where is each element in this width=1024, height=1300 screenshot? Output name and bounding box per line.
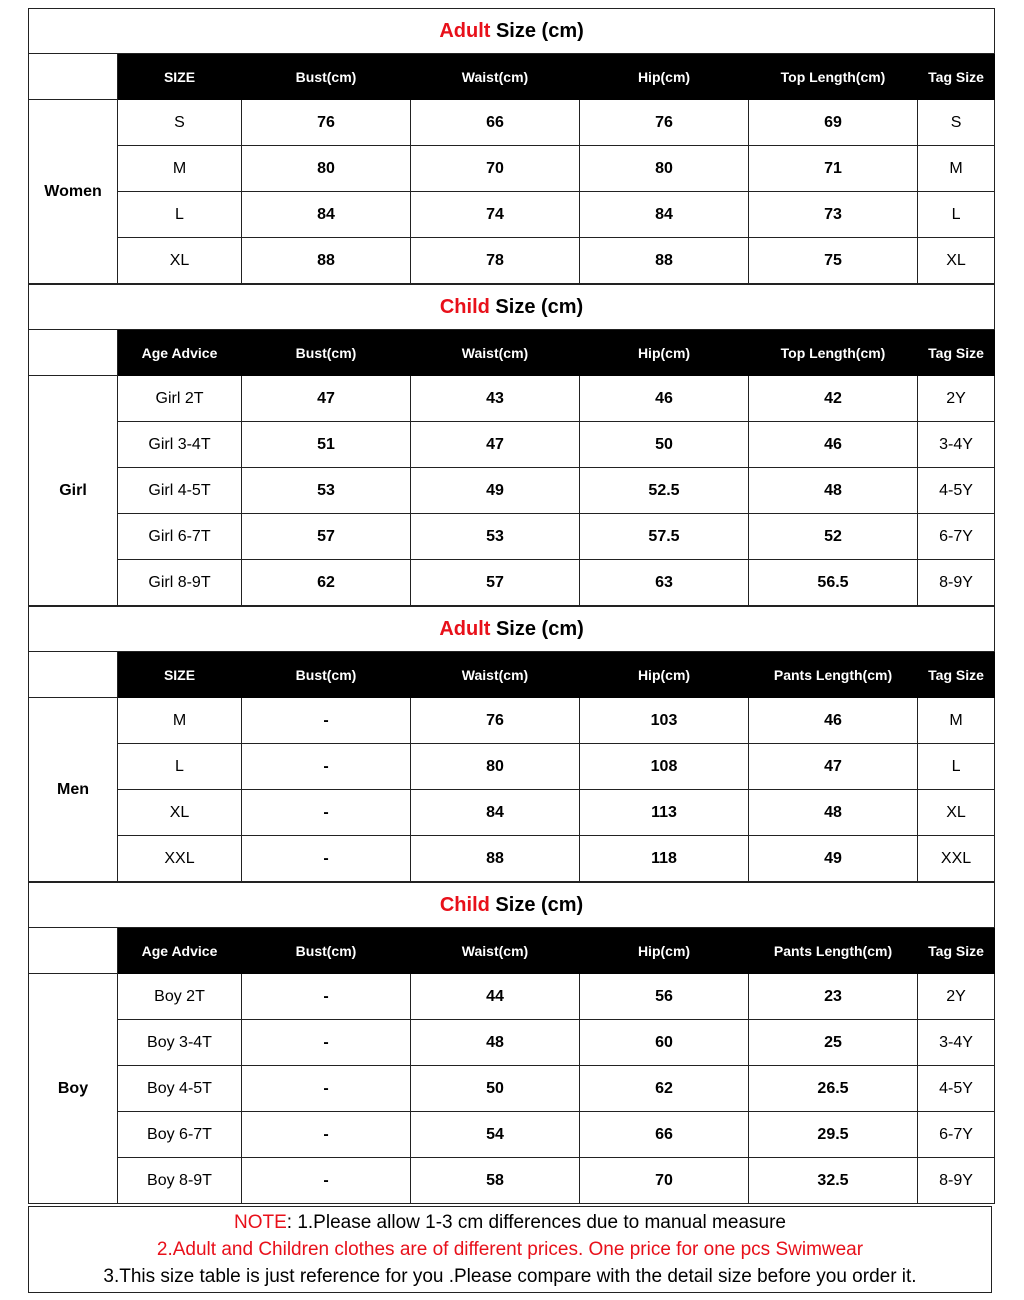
section-title-rest: Size (cm) — [490, 19, 584, 42]
size-table-boy — [28, 882, 995, 1204]
section-title-row — [29, 285, 995, 330]
table-cell: 48 — [749, 468, 918, 514]
table-cell: 46 — [580, 376, 749, 422]
column-header: Bust(cm) — [242, 330, 411, 376]
table-cell: 62 — [242, 560, 411, 606]
table-row — [29, 974, 995, 1020]
group-label: Women — [29, 100, 118, 284]
section-title-accent: Adult — [439, 19, 491, 42]
table-cell: Girl 4-5T — [118, 468, 242, 514]
table-cell: 70 — [580, 1158, 749, 1204]
table-cell: 47 — [411, 422, 580, 468]
table-cell: - — [242, 744, 411, 790]
table-row — [29, 1020, 995, 1066]
column-header: Bust(cm) — [242, 54, 411, 100]
note-line-3: 3.This size table is just reference for you .Please compare with the detail size before you order it. — [103, 1266, 917, 1287]
table-cell: - — [242, 1020, 411, 1066]
table-cell: 70 — [411, 146, 580, 192]
table-cell: 26.5 — [749, 1066, 918, 1112]
header-row — [29, 330, 995, 376]
table-cell: 113 — [580, 790, 749, 836]
table-cell: 53 — [411, 514, 580, 560]
table-cell: 43 — [411, 376, 580, 422]
table-cell: 51 — [242, 422, 411, 468]
table-cell: Boy 8-9T — [118, 1158, 242, 1204]
table-cell: 76 — [580, 100, 749, 146]
table-cell: Girl 6-7T — [118, 514, 242, 560]
table-cell: 66 — [411, 100, 580, 146]
table-cell: 46 — [749, 698, 918, 744]
column-header: Waist(cm) — [411, 928, 580, 974]
table-cell: 88 — [580, 238, 749, 284]
table-cell: 23 — [749, 974, 918, 1020]
section-title — [29, 285, 995, 330]
table-cell: M — [918, 698, 995, 744]
table-cell: XL — [118, 790, 242, 836]
table-row — [29, 560, 995, 606]
column-header: Hip(cm) — [580, 330, 749, 376]
table-cell: 4-5Y — [918, 1066, 995, 1112]
table-cell: - — [242, 974, 411, 1020]
table-cell: S — [118, 100, 242, 146]
column-header: Hip(cm) — [580, 54, 749, 100]
table-cell: 63 — [580, 560, 749, 606]
size-table-girl — [28, 284, 995, 606]
table-cell: 3-4Y — [918, 1020, 995, 1066]
header-row — [29, 652, 995, 698]
table-cell: - — [242, 790, 411, 836]
header-blank-cell — [29, 330, 118, 376]
table-row — [29, 514, 995, 560]
table-cell: 6-7Y — [918, 514, 995, 560]
table-row — [29, 1112, 995, 1158]
section-title — [29, 883, 995, 928]
section-title-rest: Size (cm) — [489, 893, 584, 916]
group-label: Men — [29, 698, 118, 882]
section-title — [29, 607, 995, 652]
column-header: Top Length(cm) — [749, 54, 918, 100]
table-cell: Boy 4-5T — [118, 1066, 242, 1112]
column-header: Waist(cm) — [411, 330, 580, 376]
table-cell: - — [242, 1066, 411, 1112]
table-cell: 71 — [749, 146, 918, 192]
table-cell: 80 — [411, 744, 580, 790]
table-cell: 49 — [749, 836, 918, 882]
table-cell: Boy 6-7T — [118, 1112, 242, 1158]
note-line-2: 2.Adult and Children clothes are of different prices. One price for one pcs Swimwear — [156, 1239, 864, 1260]
table-row — [29, 100, 995, 146]
table-cell: 73 — [749, 192, 918, 238]
table-cell: 84 — [411, 790, 580, 836]
table-cell: 57 — [242, 514, 411, 560]
header-blank-cell — [29, 928, 118, 974]
table-cell: 53 — [242, 468, 411, 514]
column-header: Age Advice — [118, 330, 242, 376]
table-cell: 78 — [411, 238, 580, 284]
header-row — [29, 54, 995, 100]
table-cell: 48 — [749, 790, 918, 836]
header-blank-cell — [29, 652, 118, 698]
table-cell: - — [242, 698, 411, 744]
column-header: Pants Length(cm) — [749, 652, 918, 698]
note-line-1-text: : 1.Please allow 1-3 cm differences due to manual measure — [286, 1212, 786, 1233]
section-title-rest: Size (cm) — [489, 295, 584, 318]
table-cell: 80 — [580, 146, 749, 192]
column-header: Pants Length(cm) — [749, 928, 918, 974]
table-row — [29, 376, 995, 422]
column-header: SIZE — [118, 54, 242, 100]
table-cell: XL — [118, 238, 242, 284]
notes-box — [28, 1206, 992, 1293]
table-cell: Boy 2T — [118, 974, 242, 1020]
table-cell: 52.5 — [580, 468, 749, 514]
column-header: Tag Size — [918, 54, 995, 100]
table-cell: 57.5 — [580, 514, 749, 560]
column-header: Hip(cm) — [580, 652, 749, 698]
table-cell: 54 — [411, 1112, 580, 1158]
table-cell: 84 — [242, 192, 411, 238]
table-row — [29, 192, 995, 238]
table-cell: 103 — [580, 698, 749, 744]
table-cell: - — [242, 1158, 411, 1204]
table-row — [29, 698, 995, 744]
table-row — [29, 146, 995, 192]
table-cell: XL — [918, 238, 995, 284]
table-cell: Girl 2T — [118, 376, 242, 422]
table-row — [29, 238, 995, 284]
table-cell: 42 — [749, 376, 918, 422]
column-header: Bust(cm) — [242, 928, 411, 974]
table-cell: 2Y — [918, 974, 995, 1020]
table-cell: XXL — [118, 836, 242, 882]
table-cell: 57 — [411, 560, 580, 606]
table-cell: 62 — [580, 1066, 749, 1112]
table-cell: Boy 3-4T — [118, 1020, 242, 1066]
table-cell: 56 — [580, 974, 749, 1020]
table-cell: 25 — [749, 1020, 918, 1066]
table-cell: 108 — [580, 744, 749, 790]
table-cell: 80 — [242, 146, 411, 192]
table-cell: 50 — [411, 1066, 580, 1112]
table-cell: 88 — [411, 836, 580, 882]
table-cell: 3-4Y — [918, 422, 995, 468]
table-cell: Girl 8-9T — [118, 560, 242, 606]
section-title-row — [29, 883, 995, 928]
table-cell: - — [242, 1112, 411, 1158]
section-title-accent: Adult — [439, 617, 491, 640]
table-cell: M — [118, 146, 242, 192]
table-cell: XL — [918, 790, 995, 836]
size-table-men — [28, 606, 995, 882]
table-cell: 8-9Y — [918, 1158, 995, 1204]
table-cell: 76 — [242, 100, 411, 146]
table-row — [29, 468, 995, 514]
table-cell: L — [118, 192, 242, 238]
table-cell: 66 — [580, 1112, 749, 1158]
table-cell: 47 — [242, 376, 411, 422]
column-header: Hip(cm) — [580, 928, 749, 974]
table-cell: Girl 3-4T — [118, 422, 242, 468]
table-row — [29, 1158, 995, 1204]
section-title-accent: Child — [439, 893, 490, 916]
table-cell: 75 — [749, 238, 918, 284]
table-cell: 48 — [411, 1020, 580, 1066]
table-cell: M — [118, 698, 242, 744]
table-cell: 88 — [242, 238, 411, 284]
section-title-accent: Child — [439, 295, 490, 318]
table-cell: 76 — [411, 698, 580, 744]
table-cell: 56.5 — [749, 560, 918, 606]
group-label: Girl — [29, 376, 118, 606]
column-header: Top Length(cm) — [749, 330, 918, 376]
table-cell: 46 — [749, 422, 918, 468]
table-cell: 58 — [411, 1158, 580, 1204]
table-cell: S — [918, 100, 995, 146]
size-chart — [28, 8, 994, 1204]
section-title — [29, 9, 995, 54]
column-header: Waist(cm) — [411, 54, 580, 100]
size-table-women — [28, 8, 995, 284]
table-row — [29, 836, 995, 882]
section-title-rest: Size (cm) — [490, 617, 584, 640]
table-cell: L — [918, 744, 995, 790]
table-row — [29, 790, 995, 836]
table-cell: 29.5 — [749, 1112, 918, 1158]
column-header: Tag Size — [918, 928, 995, 974]
table-cell: 60 — [580, 1020, 749, 1066]
table-cell: 47 — [749, 744, 918, 790]
table-cell: 118 — [580, 836, 749, 882]
table-cell: 44 — [411, 974, 580, 1020]
table-cell: 32.5 — [749, 1158, 918, 1204]
section-title-row — [29, 9, 995, 54]
column-header: Tag Size — [918, 330, 995, 376]
table-cell: 69 — [749, 100, 918, 146]
table-cell: 4-5Y — [918, 468, 995, 514]
table-cell: XXL — [918, 836, 995, 882]
table-row — [29, 744, 995, 790]
table-cell: L — [918, 192, 995, 238]
note-line-1 — [29, 1209, 991, 1236]
column-header: SIZE — [118, 652, 242, 698]
table-cell: 50 — [580, 422, 749, 468]
section-title-row — [29, 607, 995, 652]
column-header: Waist(cm) — [411, 652, 580, 698]
table-cell: - — [242, 836, 411, 882]
table-cell: 52 — [749, 514, 918, 560]
table-cell: 84 — [580, 192, 749, 238]
header-row — [29, 928, 995, 974]
table-cell: 2Y — [918, 376, 995, 422]
header-blank-cell — [29, 54, 118, 100]
table-row — [29, 422, 995, 468]
table-cell: L — [118, 744, 242, 790]
table-cell: 6-7Y — [918, 1112, 995, 1158]
group-label: Boy — [29, 974, 118, 1204]
table-row — [29, 1066, 995, 1112]
table-cell: 49 — [411, 468, 580, 514]
column-header: Tag Size — [918, 652, 995, 698]
column-header: Age Advice — [118, 928, 242, 974]
column-header: Bust(cm) — [242, 652, 411, 698]
table-cell: 8-9Y — [918, 560, 995, 606]
table-cell: M — [918, 146, 995, 192]
table-cell: 74 — [411, 192, 580, 238]
note-label: NOTE — [234, 1212, 287, 1233]
